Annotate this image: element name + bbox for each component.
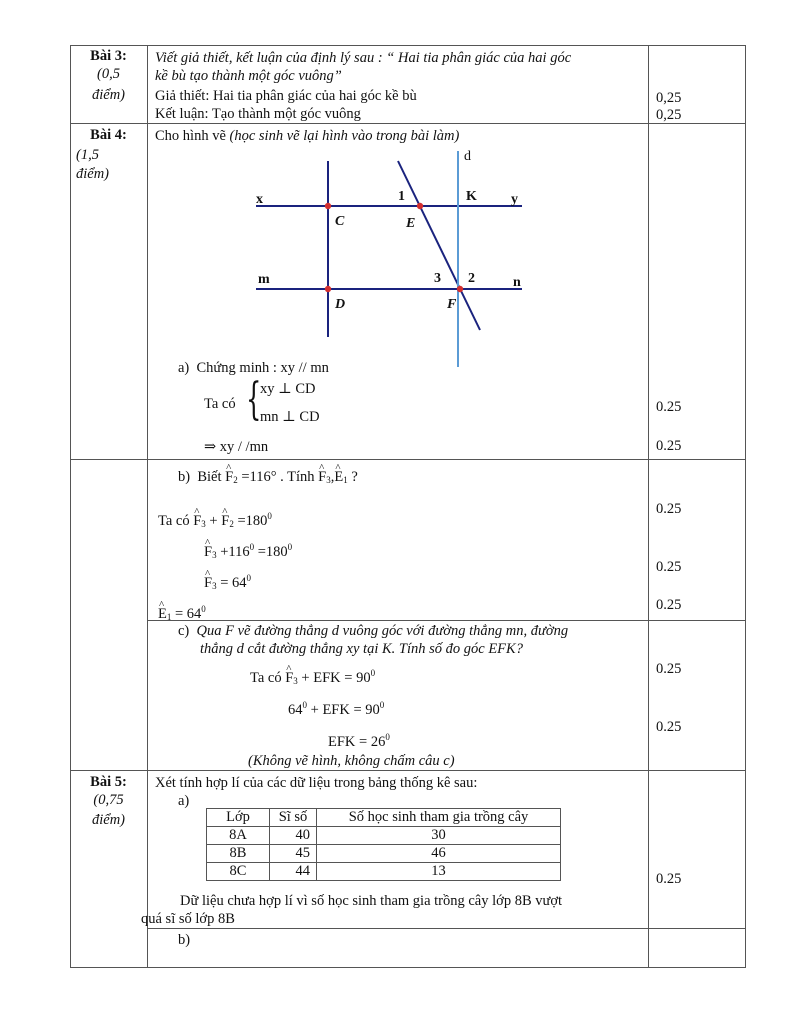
- bai3-points: (0,5: [97, 66, 120, 82]
- bai4-points: (1,5: [76, 147, 99, 163]
- bai3-gt: Giả thiết: Hai tia phân giác của hai góc kề bù: [155, 88, 417, 104]
- bai4-title: Bài 4:: [90, 127, 127, 143]
- label-3: 3: [434, 271, 441, 286]
- bai3-kl: Kết luận: Tạo thành một góc vuông: [155, 106, 361, 122]
- bai4a-line1: xy ⊥ CD: [260, 381, 316, 397]
- table-row: [207, 863, 561, 881]
- label-y: y: [511, 192, 518, 207]
- bai4c-score2: 0.25: [656, 719, 682, 735]
- cell-so-hs: 13: [317, 863, 561, 881]
- bai4b-score3: 0.25: [656, 597, 682, 613]
- bai4c-eq2: $64^0$ + EFK = $90^0$: [288, 700, 385, 718]
- table-border-right: [745, 45, 746, 968]
- bai3-title: Bài 3:: [90, 48, 127, 64]
- line-ef: [398, 161, 480, 330]
- label-k: K: [466, 189, 477, 204]
- cell-si-so: 40: [270, 827, 317, 845]
- table-col-divider-2: [648, 45, 649, 968]
- bai5-title: Bài 5:: [90, 774, 127, 790]
- bai4a-conclusion: ⇒ xy / /mn: [204, 439, 269, 455]
- bai4b-eq2: ^ $F_3 +116^0 =180^0$: [204, 539, 292, 563]
- label-x: x: [256, 192, 263, 207]
- bai5-explain-line2: quá sĩ số lớp 8B: [141, 911, 235, 927]
- bai4b-score2: 0.25: [656, 559, 682, 575]
- bai4a-score2: 0.25: [656, 438, 682, 454]
- bai4c-note: (Không vẽ hình, không chấm câu c): [248, 753, 455, 769]
- table-border-top: [70, 45, 746, 46]
- row-divider-5a: [147, 928, 746, 929]
- cell-si-so: 44: [270, 863, 317, 881]
- bai4b-eq1: Ta có ^ $F_3$ + ^ $F_2 =180^0$: [158, 508, 272, 532]
- bai4c-eq3: EFK = $26^0$: [328, 732, 390, 750]
- label-d-point: D: [335, 297, 346, 312]
- label-c: C: [335, 214, 345, 229]
- statistics-table: [206, 808, 561, 881]
- cell-lop: 8B: [207, 845, 270, 863]
- row-divider-bai3: [70, 123, 746, 124]
- bai4b-eq4: ^ $E_1 = 64^0$: [158, 601, 206, 625]
- cell-si-so: 45: [270, 845, 317, 863]
- bai5-points-unit: điểm): [91, 812, 125, 828]
- label-2: 2: [468, 271, 475, 286]
- table-header-row: [207, 809, 561, 827]
- header-si-so: Sĩ số: [270, 809, 317, 827]
- label-f: F: [447, 297, 457, 312]
- label-e: E: [406, 216, 416, 231]
- geometry-figure: [240, 145, 540, 370]
- bai4c-task-line1: c) Qua F vẽ đường thẳng d vuông góc với đường thẳng mn, đường: [178, 623, 569, 639]
- bai4a-score1: 0.25: [656, 399, 682, 415]
- header-lop: Lớp: [207, 809, 270, 827]
- bai4b-eq3: ^ $F_3 = 64^0$: [204, 570, 251, 594]
- bai3-prompt-line1: Viết giả thiết, kết luận của định lý sau : “ Hai tia phân giác của hai góc: [155, 50, 572, 66]
- bai5-b-label: b): [178, 932, 191, 948]
- row-divider-4b: [147, 620, 746, 621]
- bai5-a-label: a): [178, 793, 190, 809]
- point-d: [325, 286, 331, 292]
- bai4a-line2: mn ⊥ CD: [260, 409, 320, 425]
- bai3-score-kl: 0,25: [656, 107, 682, 123]
- row-divider-bai4: [70, 770, 746, 771]
- table-border-bottom: [70, 967, 746, 968]
- bai3-score-gt: 0,25: [656, 90, 682, 106]
- bai4c-eq1: Ta có ^ $F_3$ + EFK = $90^0$: [250, 665, 375, 689]
- table-col-divider-1: [147, 45, 148, 968]
- cell-so-hs: 30: [317, 827, 561, 845]
- row-divider-4a: [70, 459, 746, 460]
- bai5-points: (0,75: [93, 792, 124, 808]
- cell-so-hs: 46: [317, 845, 561, 863]
- point-c: [325, 203, 331, 209]
- bai3-prompt-line2: kề bù tạo thành một góc vuông”: [155, 68, 342, 84]
- bai5-explain-line1: Dữ liệu chưa hợp lí vì số học sinh tham gia trồng cây lớp 8B vượt: [180, 893, 563, 909]
- bai5-score: 0.25: [656, 871, 682, 887]
- point-e: [417, 203, 423, 209]
- bai3-points-unit: điểm): [91, 87, 125, 103]
- label-m: m: [258, 272, 270, 287]
- bai4c-score1: 0.25: [656, 661, 682, 677]
- answer-table: [70, 45, 746, 968]
- bai4a-task: a) Chứng minh : xy // mn: [178, 360, 329, 376]
- point-f: [457, 286, 463, 292]
- bai4a-ta-co: Ta có: [204, 396, 236, 412]
- label-d: d: [464, 149, 471, 164]
- table-row: [207, 827, 561, 845]
- cell-lop: 8A: [207, 827, 270, 845]
- cell-lop: 8C: [207, 863, 270, 881]
- brace: {: [246, 374, 262, 425]
- bai4-intro: Cho hình vẽ (học sinh vẽ lại hình vào trong bài làm): [155, 128, 460, 144]
- bai4b-task: b) Biết ^ $F_2 =116^\circ$ . Tính ^ $F_3,\^{}$ $E_1$ ?: [178, 469, 358, 488]
- table-row: [207, 845, 561, 863]
- label-n: n: [513, 275, 521, 290]
- header-so-hs: Số học sinh tham gia trồng cây: [317, 809, 561, 827]
- bai4b-score1: 0.25: [656, 501, 682, 517]
- table-border-left: [70, 45, 71, 968]
- bai4-points-unit: điểm): [76, 166, 110, 182]
- bai5-intro: Xét tính hợp lí của các dữ liệu trong bảng thống kê sau:: [155, 775, 478, 791]
- bai4c-task-line2: thẳng d cắt đường thẳng xy tại K. Tính số đo góc EFK?: [200, 641, 523, 657]
- label-1: 1: [398, 189, 405, 204]
